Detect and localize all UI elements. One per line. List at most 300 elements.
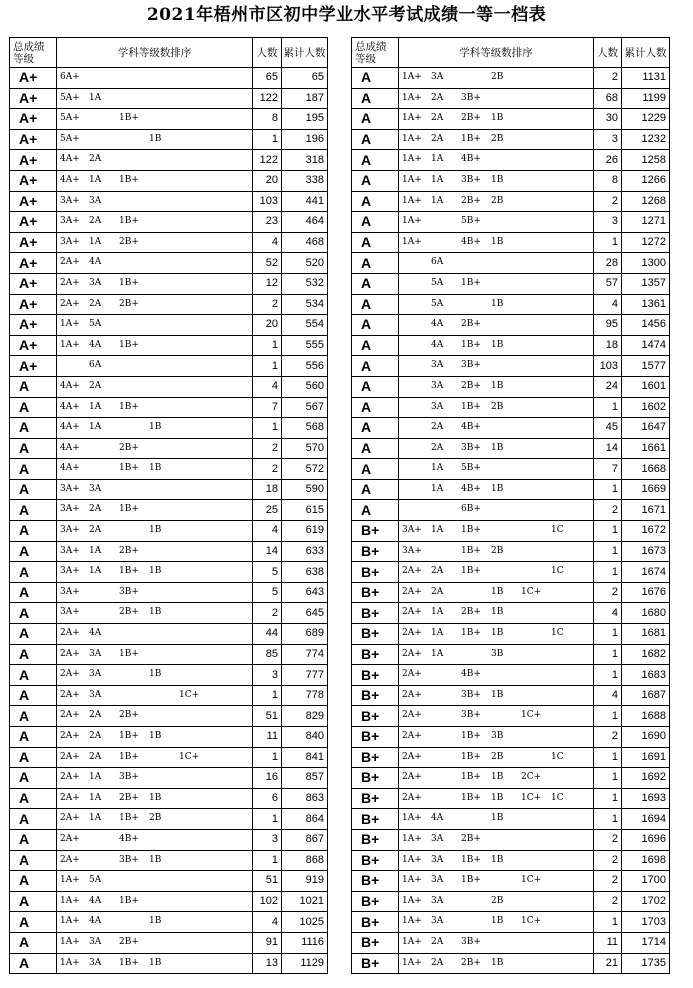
sequence-token: 2A bbox=[89, 525, 102, 536]
table-row bbox=[352, 191, 670, 212]
sequence-token: 2B+ bbox=[119, 607, 139, 618]
sequence-token: 1B bbox=[491, 957, 504, 968]
grade-cell: A bbox=[10, 624, 57, 645]
sequence-token: 1B+ bbox=[119, 895, 139, 906]
sequence-token: 1A+ bbox=[60, 319, 80, 330]
grade-cell: B+ bbox=[352, 932, 399, 953]
sequence-token: 2A bbox=[89, 751, 102, 762]
sequence-cell bbox=[57, 932, 253, 953]
count-cell: 14 bbox=[253, 541, 282, 562]
sequence-token: 2B+ bbox=[461, 319, 481, 330]
sequence-cell bbox=[399, 150, 594, 171]
sequence-token: 1C+ bbox=[521, 875, 542, 886]
cumulative-cell: 1361 bbox=[622, 294, 670, 315]
cumulative-cell: 1674 bbox=[622, 562, 670, 583]
cumulative-cell: 338 bbox=[282, 170, 328, 191]
cumulative-cell: 520 bbox=[282, 253, 328, 274]
count-cell: 2 bbox=[594, 500, 622, 521]
sequence-token: 1B bbox=[149, 525, 162, 536]
table-row bbox=[352, 212, 670, 233]
cumulative-cell: 572 bbox=[282, 459, 328, 480]
sequence-token: 1B bbox=[491, 236, 504, 247]
sequence-cell bbox=[57, 706, 253, 727]
sequence-token: 2A bbox=[431, 113, 444, 124]
sequence-token: 1B+ bbox=[461, 731, 481, 741]
sequence-token: 2A+ bbox=[402, 566, 422, 577]
cumulative-cell: 1025 bbox=[282, 912, 328, 933]
count-cell: 1 bbox=[594, 541, 622, 562]
cumulative-cell: 643 bbox=[282, 582, 328, 603]
grade-cell: A bbox=[10, 438, 57, 459]
table-row bbox=[10, 582, 328, 603]
sequence-token: 2B+ bbox=[461, 380, 481, 391]
count-cell: 3 bbox=[594, 129, 622, 150]
count-cell: 1 bbox=[594, 397, 622, 418]
sequence-token: 2B bbox=[491, 133, 504, 144]
sequence-cell bbox=[399, 768, 594, 789]
sequence-token: 2A+ bbox=[60, 854, 80, 865]
grade-cell: B+ bbox=[352, 768, 399, 789]
sequence-token: 3B bbox=[491, 648, 504, 659]
sequence-cell bbox=[57, 541, 253, 562]
cumulative-cell: 857 bbox=[282, 768, 328, 789]
cumulative-cell: 1602 bbox=[622, 397, 670, 418]
cumulative-cell: 1129 bbox=[282, 953, 328, 974]
cumulative-cell: 1682 bbox=[622, 644, 670, 665]
sequence-token: 2B+ bbox=[461, 833, 481, 844]
sequence-token: 1A bbox=[89, 792, 102, 803]
sequence-token: 1B bbox=[149, 957, 162, 968]
sequence-token: 3A bbox=[89, 936, 102, 947]
count-cell: 11 bbox=[594, 932, 622, 953]
sequence-token: 2A+ bbox=[402, 669, 422, 680]
count-cell: 1 bbox=[594, 768, 622, 789]
cumulative-cell: 555 bbox=[282, 335, 328, 356]
sequence-token: 1B+ bbox=[119, 648, 139, 659]
sequence-token: 6A+ bbox=[60, 72, 80, 82]
sequence-token: 1B bbox=[149, 607, 162, 618]
sequence-token: 2A+ bbox=[60, 277, 80, 288]
sequence-token: 3A bbox=[431, 72, 444, 82]
sequence-token: 3A bbox=[431, 401, 444, 412]
sequence-token: 2A+ bbox=[402, 607, 422, 618]
count-cell: 2 bbox=[594, 829, 622, 850]
count-cell: 44 bbox=[253, 624, 282, 645]
sequence-token: 1B bbox=[491, 854, 504, 865]
count-cell: 7 bbox=[594, 459, 622, 480]
count-cell: 1 bbox=[594, 562, 622, 583]
table-row bbox=[10, 376, 328, 397]
sequence-token: 1B bbox=[491, 916, 504, 927]
sequence-token: 2B+ bbox=[119, 710, 139, 721]
sequence-token: 1A+ bbox=[60, 916, 80, 927]
sequence-cell bbox=[57, 170, 253, 191]
sequence-token: 5A bbox=[431, 277, 444, 288]
count-cell: 1 bbox=[594, 479, 622, 500]
table-row bbox=[10, 356, 328, 377]
grade-cell: A bbox=[10, 747, 57, 768]
sequence-token: 1A+ bbox=[402, 936, 422, 947]
grade-cell: B+ bbox=[352, 685, 399, 706]
sequence-token: 4A bbox=[89, 895, 102, 906]
sequence-cell bbox=[57, 88, 253, 109]
sequence-cell bbox=[57, 747, 253, 768]
sequence-token: 2B+ bbox=[119, 792, 139, 803]
sequence-token: 1A+ bbox=[402, 216, 422, 227]
sequence-token: 4A+ bbox=[60, 380, 80, 391]
table-row bbox=[10, 521, 328, 542]
sequence-token: 2A+ bbox=[60, 689, 80, 700]
cumulative-cell: 318 bbox=[282, 150, 328, 171]
sequence-token: 1A bbox=[89, 545, 102, 556]
header-sequence: 学科等级数排序 bbox=[399, 38, 594, 68]
table-row bbox=[352, 603, 670, 624]
cumulative-cell: 1456 bbox=[622, 315, 670, 336]
count-cell: 2 bbox=[594, 68, 622, 89]
table-row bbox=[352, 150, 670, 171]
sequence-token: 2A+ bbox=[60, 648, 80, 659]
count-cell: 7 bbox=[253, 397, 282, 418]
count-cell: 1 bbox=[253, 685, 282, 706]
sequence-token: 2A+ bbox=[402, 731, 422, 741]
table-row bbox=[352, 747, 670, 768]
grade-cell: A+ bbox=[10, 253, 57, 274]
count-cell: 30 bbox=[594, 109, 622, 130]
sequence-token: 4B+ bbox=[461, 483, 481, 494]
sequence-token: 5A+ bbox=[60, 113, 80, 124]
table-row bbox=[10, 562, 328, 583]
sequence-cell bbox=[399, 541, 594, 562]
sequence-token: 1A+ bbox=[402, 875, 422, 886]
count-cell: 6 bbox=[253, 788, 282, 809]
table-row bbox=[10, 232, 328, 253]
sequence-cell bbox=[399, 912, 594, 933]
sequence-token: 2A+ bbox=[402, 689, 422, 700]
cumulative-cell: 468 bbox=[282, 232, 328, 253]
sequence-token: 1B bbox=[149, 854, 162, 865]
count-cell: 65 bbox=[253, 68, 282, 89]
sequence-token: 1B bbox=[149, 463, 162, 474]
sequence-cell bbox=[57, 768, 253, 789]
table-row bbox=[10, 644, 328, 665]
cumulative-cell: 1577 bbox=[622, 356, 670, 377]
sequence-cell bbox=[57, 850, 253, 871]
grade-cell: A bbox=[352, 376, 399, 397]
cumulative-cell: 567 bbox=[282, 397, 328, 418]
cumulative-cell: 1131 bbox=[622, 68, 670, 89]
sequence-token: 1B bbox=[491, 689, 504, 700]
sequence-token: 1B bbox=[491, 813, 504, 824]
sequence-cell bbox=[399, 459, 594, 480]
count-cell: 1 bbox=[253, 129, 282, 150]
grade-cell: B+ bbox=[352, 829, 399, 850]
sequence-token: 1B+ bbox=[461, 854, 481, 865]
sequence-cell bbox=[399, 644, 594, 665]
count-cell: 57 bbox=[594, 273, 622, 294]
count-cell: 51 bbox=[253, 706, 282, 727]
sequence-token: 3B+ bbox=[461, 689, 481, 700]
table-row bbox=[352, 932, 670, 953]
sequence-token: 1B bbox=[149, 669, 162, 680]
table-row bbox=[10, 871, 328, 892]
sequence-token: 2A bbox=[89, 380, 102, 391]
sequence-token: 3A+ bbox=[60, 504, 80, 515]
cumulative-cell: 615 bbox=[282, 500, 328, 521]
table-row bbox=[10, 768, 328, 789]
sequence-token: 3A bbox=[431, 895, 444, 906]
grade-cell: A bbox=[10, 953, 57, 974]
cumulative-cell: 1668 bbox=[622, 459, 670, 480]
grade-cell: A+ bbox=[10, 88, 57, 109]
sequence-cell bbox=[399, 500, 594, 521]
grade-cell: A bbox=[352, 273, 399, 294]
sequence-token: 4A+ bbox=[60, 442, 80, 453]
sequence-token: 1B bbox=[491, 607, 504, 618]
sequence-cell bbox=[399, 129, 594, 150]
sequence-token: 3A+ bbox=[60, 545, 80, 556]
cumulative-cell: 619 bbox=[282, 521, 328, 542]
count-cell: 1 bbox=[253, 747, 282, 768]
grade-cell: A bbox=[352, 479, 399, 500]
sequence-token: 1B bbox=[491, 628, 504, 639]
grade-cell: B+ bbox=[352, 603, 399, 624]
table-row bbox=[352, 418, 670, 439]
sequence-cell bbox=[57, 562, 253, 583]
sequence-token: 2A bbox=[431, 936, 444, 947]
header-grade-line2: 等级 bbox=[355, 52, 376, 65]
grade-cell: A bbox=[10, 727, 57, 748]
grade-cell: B+ bbox=[352, 747, 399, 768]
sequence-cell bbox=[57, 376, 253, 397]
sequence-token: 1A bbox=[89, 92, 102, 103]
sequence-token: 1B+ bbox=[119, 277, 139, 288]
count-cell: 51 bbox=[253, 871, 282, 892]
sequence-cell bbox=[399, 665, 594, 686]
count-cell: 3 bbox=[253, 829, 282, 850]
cumulative-cell: 638 bbox=[282, 562, 328, 583]
sequence-token: 1A+ bbox=[60, 957, 80, 968]
sequence-token: 1C bbox=[551, 751, 564, 762]
table-row bbox=[10, 747, 328, 768]
cumulative-cell: 1661 bbox=[622, 438, 670, 459]
header-grade-line1: 总成绩 bbox=[355, 40, 387, 53]
grade-cell: A bbox=[352, 356, 399, 377]
table-row bbox=[10, 809, 328, 830]
sequence-token: 5B+ bbox=[461, 463, 481, 474]
cumulative-cell: 1688 bbox=[622, 706, 670, 727]
sequence-cell bbox=[399, 850, 594, 871]
grade-cell: A+ bbox=[10, 335, 57, 356]
table-row bbox=[10, 685, 328, 706]
table-row bbox=[10, 294, 328, 315]
sequence-token: 3B+ bbox=[119, 586, 139, 597]
count-cell: 16 bbox=[253, 768, 282, 789]
sequence-token: 3A bbox=[89, 195, 102, 206]
cumulative-cell: 1021 bbox=[282, 891, 328, 912]
cumulative-cell: 840 bbox=[282, 727, 328, 748]
sequence-token: 4A+ bbox=[60, 463, 80, 474]
sequence-token: 5A bbox=[89, 875, 102, 886]
table-row bbox=[352, 788, 670, 809]
sequence-token: 2A+ bbox=[60, 669, 80, 680]
sequence-token: 1B bbox=[149, 916, 162, 927]
grade-cell: A bbox=[352, 109, 399, 130]
header-cumulative: 累计人数 bbox=[622, 38, 670, 68]
sequence-token: 2A+ bbox=[60, 298, 80, 309]
table-row bbox=[352, 68, 670, 89]
table-row bbox=[10, 212, 328, 233]
table-row bbox=[352, 294, 670, 315]
sequence-token: 2A bbox=[89, 504, 102, 515]
sequence-token: 1C+ bbox=[179, 689, 200, 700]
table-row bbox=[10, 912, 328, 933]
cumulative-cell: 863 bbox=[282, 788, 328, 809]
cumulative-cell: 633 bbox=[282, 541, 328, 562]
sequence-cell bbox=[57, 212, 253, 233]
sequence-token: 1B+ bbox=[119, 216, 139, 227]
sequence-token: 1C bbox=[551, 628, 564, 639]
cumulative-cell: 590 bbox=[282, 479, 328, 500]
grade-cell: A+ bbox=[10, 170, 57, 191]
count-cell: 2 bbox=[253, 459, 282, 480]
sequence-cell bbox=[57, 685, 253, 706]
count-cell: 102 bbox=[253, 891, 282, 912]
sequence-token: 5A bbox=[431, 298, 444, 309]
sequence-token: 2A+ bbox=[60, 772, 80, 783]
sequence-cell bbox=[399, 727, 594, 748]
sequence-token: 2B+ bbox=[119, 298, 139, 309]
count-cell: 1 bbox=[253, 809, 282, 830]
sequence-token: 4A bbox=[89, 339, 102, 350]
cumulative-cell: 187 bbox=[282, 88, 328, 109]
grade-cell: A bbox=[10, 644, 57, 665]
table-row bbox=[352, 809, 670, 830]
sequence-token: 1B bbox=[491, 586, 504, 597]
grade-cell: A bbox=[10, 479, 57, 500]
sequence-token: 2A bbox=[89, 216, 102, 227]
sequence-cell bbox=[57, 912, 253, 933]
table-row bbox=[10, 68, 328, 89]
sequence-token: 5A+ bbox=[60, 92, 80, 103]
sequence-token: 4A+ bbox=[60, 174, 80, 185]
sequence-token: 2A+ bbox=[60, 751, 80, 762]
sequence-token: 1A bbox=[431, 628, 444, 639]
sequence-token: 1B+ bbox=[119, 957, 139, 968]
sequence-token: 4A bbox=[89, 257, 102, 268]
sequence-token: 3A bbox=[89, 277, 102, 288]
sequence-token: 1A bbox=[89, 566, 102, 577]
grade-cell: A bbox=[352, 68, 399, 89]
sequence-token: 1B+ bbox=[461, 277, 481, 288]
sequence-token: 1B+ bbox=[119, 731, 139, 741]
sequence-token: 3A+ bbox=[60, 195, 80, 206]
count-cell: 4 bbox=[253, 521, 282, 542]
table-row bbox=[10, 273, 328, 294]
count-cell: 2 bbox=[594, 871, 622, 892]
count-cell: 28 bbox=[594, 253, 622, 274]
sequence-token: 3A+ bbox=[60, 483, 80, 494]
sequence-token: 2A bbox=[431, 92, 444, 103]
grade-cell: B+ bbox=[352, 953, 399, 974]
sequence-token: 2A+ bbox=[402, 710, 422, 721]
table-row bbox=[352, 685, 670, 706]
sequence-token: 1A bbox=[89, 236, 102, 247]
sequence-token: 6A bbox=[89, 360, 102, 371]
sequence-token: 1A bbox=[89, 401, 102, 412]
table-row bbox=[10, 624, 328, 645]
sequence-token: 4B+ bbox=[119, 833, 139, 844]
sequence-cell bbox=[57, 191, 253, 212]
sequence-token: 4A+ bbox=[60, 401, 80, 412]
sequence-cell bbox=[57, 129, 253, 150]
sequence-token: 2B bbox=[491, 895, 504, 906]
cumulative-cell: 1703 bbox=[622, 912, 670, 933]
sequence-token: 1A bbox=[431, 195, 444, 206]
count-cell: 1 bbox=[594, 912, 622, 933]
grade-table-left bbox=[9, 37, 328, 974]
sequence-cell bbox=[57, 294, 253, 315]
count-cell: 1 bbox=[594, 624, 622, 645]
sequence-token: 1B+ bbox=[119, 339, 139, 350]
sequence-token: 6B+ bbox=[461, 504, 481, 515]
sequence-token: 2A+ bbox=[60, 792, 80, 803]
table-row bbox=[10, 603, 328, 624]
count-cell: 68 bbox=[594, 88, 622, 109]
sequence-token: 3A bbox=[431, 833, 444, 844]
sequence-cell bbox=[57, 871, 253, 892]
cumulative-cell: 1474 bbox=[622, 335, 670, 356]
sequence-token: 3B+ bbox=[461, 92, 481, 103]
sequence-token: 4B+ bbox=[461, 236, 481, 247]
sequence-token: 1A bbox=[431, 607, 444, 618]
grade-cell: B+ bbox=[352, 624, 399, 645]
sequence-token: 4A+ bbox=[60, 154, 80, 165]
count-cell: 2 bbox=[253, 294, 282, 315]
sequence-token: 2A+ bbox=[60, 628, 80, 639]
count-cell: 23 bbox=[253, 212, 282, 233]
count-cell: 1 bbox=[594, 788, 622, 809]
count-cell: 4 bbox=[594, 685, 622, 706]
table-row bbox=[352, 500, 670, 521]
sequence-token: 1B+ bbox=[461, 133, 481, 144]
grade-cell: A bbox=[352, 88, 399, 109]
sequence-token: 5A+ bbox=[60, 133, 80, 144]
grade-cell: A bbox=[10, 541, 57, 562]
sequence-token: 1A bbox=[89, 422, 102, 433]
sequence-token: 2A bbox=[431, 957, 444, 968]
cumulative-cell: 1676 bbox=[622, 582, 670, 603]
grade-cell: A+ bbox=[10, 294, 57, 315]
grade-cell: A bbox=[10, 788, 57, 809]
table-row bbox=[10, 129, 328, 150]
count-cell: 2 bbox=[594, 850, 622, 871]
sequence-cell bbox=[399, 706, 594, 727]
sequence-cell bbox=[399, 356, 594, 377]
count-cell: 8 bbox=[253, 109, 282, 130]
table-row bbox=[10, 459, 328, 480]
sequence-token: 2A bbox=[431, 422, 444, 433]
cumulative-cell: 867 bbox=[282, 829, 328, 850]
count-cell: 18 bbox=[594, 335, 622, 356]
grade-cell: A bbox=[352, 500, 399, 521]
sequence-token: 1C+ bbox=[521, 710, 542, 721]
count-cell: 95 bbox=[594, 315, 622, 336]
cumulative-cell: 1258 bbox=[622, 150, 670, 171]
table-row bbox=[352, 273, 670, 294]
sequence-cell bbox=[57, 253, 253, 274]
grade-cell: A bbox=[10, 459, 57, 480]
table-row bbox=[352, 871, 670, 892]
